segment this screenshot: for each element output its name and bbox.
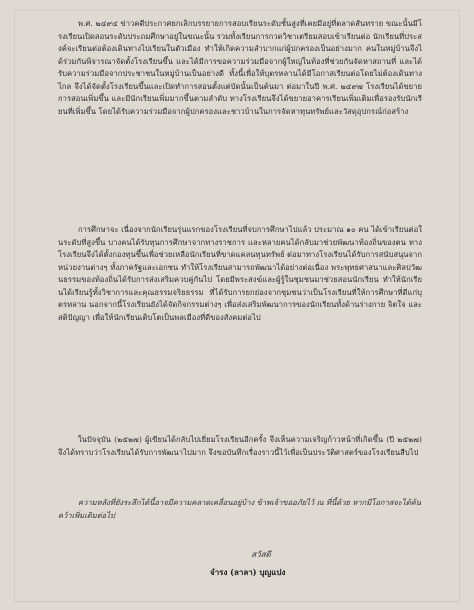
paragraph-1: พ.ศ. ๒๔๙๔ ข่าวคดีประกาศยกเลิกบรรยายการสอบเรียนระดับชั้นสูงที่เคยมีอยู่ที่ตลาดสันทราย ขณะนั้นมีโรงเรียนเปิดสอนระดับประถมศึกษาอยู่ในขณะนั้น รวมทั้งเรียนการกวดวิชาเตรียมสอบเข้าเรียนต่อ นักเรียนที่ประสงค์จะเรียนต่อต้องเดินทางไปเรียนในตัวเมือง ทำให้เกิดความลำบากแก่ผู้ปกครองเป็นอย่างมาก คนในหมู่บ้านจึงได้ร่วมกันพิจารณาจัดตั้งโรงเรียนขึ้น และได้มีการขอความร่วมมือจากผู้ใหญ่ในท้องที่ช่วยกันจัดหาสถานที่ และได้รับความร่วมมือจากประชาชนในหมู่บ้านเป็นอย่างดี ทั้งนี้เพื่อให้บุตรหลานได้มีโอกาสเรียนต่อโดยไม่ต้องเดินทางไกล จึงได้จัดตั้งโรงเรียนขึ้นและเปิดทำการสอนตั้งแต่บัดนั้นเป็นต้นมา ต่อมาในปี พ.ศ. ๒๔๙๗ โรงเรียนได้ขยายการสอนเพิ่มขึ้น และมีนักเรียนเพิ่มมากขึ้นตามลำดับ ทางโรงเรียนจึงได้ขยายอาคารเรียนเพิ่มเติมเพื่อรองรับนักเรียนที่เพิ่มขึ้น โดยได้รับความร่วมมือจากผู้ปกครองและชาวบ้านในการจัดหาทุนทรัพย์และวัสดุอุปกรณ์ก่อสร้าง [58, 19, 422, 116]
author-signature: จำรง (ลาลา) บุญแปง [210, 567, 286, 577]
paragraph-3: ในปัจจุบัน (๒๕๒๗) ผู้เขียนได้กลับไปเยี่ยมโรงเรียนอีกครั้ง จึงเห็นความเจริญก้าวหน้าที่เกิดขึ้น (ปี ๒๕๒๗) จึงได้ทราบว่าโรงเรียนได้รับการพัฒนาไปมาก จึงขอบันทึกเรื่องราวนี้ไว้เพื่อเป็นประวัติศาสตร์ของโรงเรียนสืบไป [58, 435, 422, 457]
paragraph-2: การศึกษาจะ เนื่องจากนักเรียนรุ่นแรกของโรงเรียนที่จบการศึกษาไปแล้ว ประมาณ ๑๐ คน ได้เข้าเรียนต่อในระดับที่สูงขึ้น บางคนได้รับทุนการศึกษาจากทางราชการ และหลายคนได้กลับมาช่วยพัฒนาท้องถิ่นของตน ทางโรงเรียนจึงได้ตั้งกองทุนขึ้นเพื่อช่วยเหลือนักเรียนที่ขาดแคลนทุนทรัพย์ ต่อมาทางโรงเรียนได้รับการสนับสนุนจากหน่วยงานต่างๆ ทั้งภาครัฐและเอกชน ทำให้โรงเรียนสามารถพัฒนาได้อย่างต่อเนื่อง พระพุทธศาสนาและศิลปวัฒนธรรมของท้องถิ่นได้รับการส่งเสริมควบคู่กันไป โดยมีพระสงฆ์และผู้รู้ในชุมชนมาช่วยสอนนักเรียน ทำให้นักเรียนได้เรียนรู้ทั้งวิชาการและคุณธรรมจริยธรรม ที่ได้รับการยกย่องจากชุมชนว่าเป็นโรงเรียนที่ให้การศึกษาที่ดีแก่บุตรหลาน นอกจากนี้โรงเรียนยังได้จัดกิจกรรมต่างๆ เพื่อส่งเสริมพัฒนาการของนักเรียนทั้งด้านร่างกาย จิตใจ และสติปัญญา เพื่อให้นักเรียนเติบโตเป็นพลเมืองที่ดีของสังคมต่อไป [58, 225, 423, 322]
closing-note: ความหลังที่ยังระลึกได้นี้อาจมีความคลาดเคลื่อนอยู่บ้าง ข้าพเจ้าขออภัยไว้ ณ ที่นี้ด้วย หากมีโอกาสจะได้ค้นคว้าเพิ่มเติมต่อไป [58, 498, 421, 520]
closing-salutation: สวัสดี [251, 550, 271, 559]
